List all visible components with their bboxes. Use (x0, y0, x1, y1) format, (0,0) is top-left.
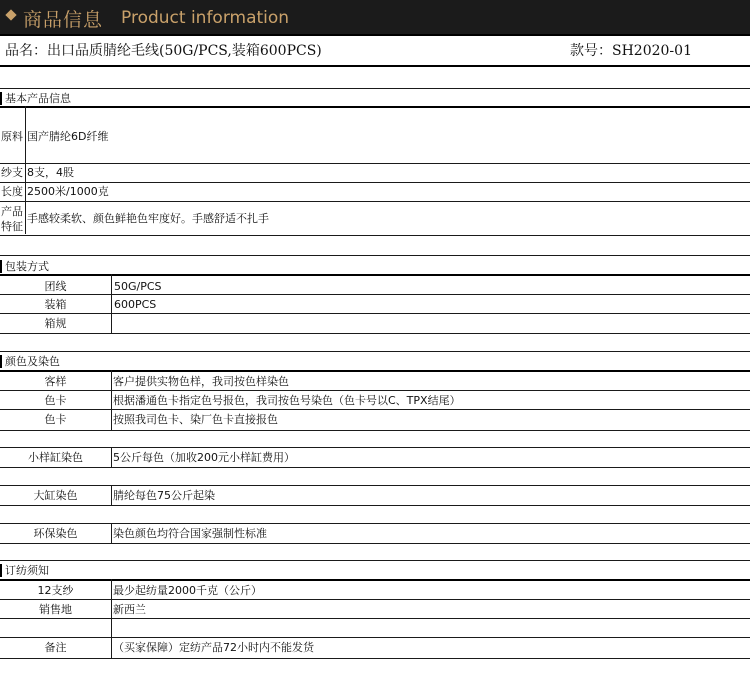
divider (0, 560, 750, 561)
row-label-customer-sample: 客样 (44, 375, 67, 388)
divider (0, 163, 750, 164)
row-value-eco-dyeing: 染色颜色均符合国家强制性标准 (113, 527, 267, 540)
row-value-yarn: 8支，4股 (27, 166, 74, 179)
row-label-carton: 装箱 (44, 298, 67, 311)
row-value-customer-sample: 客户提供实物色样，我司按色样染色 (113, 375, 289, 388)
row-label-ball: 团线 (44, 280, 67, 293)
row-value-features: 手感较柔软、颜色鲜艳色牢度好。手感舒适不扎手 (27, 212, 269, 225)
row-label-large-batch: 大缸染色 (33, 489, 78, 502)
section-basic-info: 基本产品信息 (0, 92, 71, 105)
column-divider (111, 370, 112, 430)
divider (0, 409, 750, 410)
divider (0, 505, 750, 506)
row-label-color-card-pantone: 色卡 (44, 394, 67, 407)
row-value-material: 国产腈纶6D纤维 (27, 130, 109, 143)
divider (0, 543, 750, 544)
row-label-eco-dyeing: 环保染色 (33, 527, 78, 540)
divider (0, 106, 750, 108)
divider (0, 599, 750, 600)
row-value-large-batch: 腈纶每色75公斤起染 (113, 489, 215, 502)
header-banner (0, 0, 750, 36)
divider (0, 618, 750, 619)
column-divider (111, 523, 112, 543)
row-label-carton-spec: 箱规 (44, 317, 67, 330)
header-title-cn: 商品信息 (23, 9, 104, 31)
column-divider (111, 447, 112, 467)
section-dyeing: 颜色及染色 (0, 355, 60, 368)
divider (0, 637, 750, 638)
column-divider (111, 485, 112, 505)
header-title-en: Product information (121, 8, 290, 28)
column-divider (25, 106, 26, 234)
section-ordering: 订纺须知 (0, 564, 49, 577)
row-value-remarks: （买家保障）定纺产品72小时内不能发货 (113, 641, 314, 654)
divider (0, 88, 750, 89)
divider (0, 390, 750, 391)
row-label-color-card-own: 色卡 (44, 413, 67, 426)
divider (0, 201, 750, 202)
row-value-color-card-own: 按照我司色卡、染厂色卡直接报色 (113, 413, 278, 426)
divider (0, 65, 750, 67)
divider (0, 579, 750, 581)
row-label-12s-yarn: 12支纱 (37, 584, 74, 597)
diamond-icon (5, 9, 16, 20)
divider (0, 182, 750, 183)
row-value-ball: 50G/PCS (114, 280, 162, 293)
divider (0, 351, 750, 352)
divider (0, 333, 750, 334)
product-name: 品名：出口品质腈纶毛线(50G/PCS,装箱600PCS) (5, 43, 322, 59)
row-value-small-batch: 5公斤每色（加收200元小样缸费用） (113, 451, 295, 464)
row-label-remarks: 备注 (44, 641, 67, 654)
row-label-market: 销售地 (39, 603, 72, 616)
divider (0, 485, 750, 486)
divider (0, 447, 750, 448)
row-value-market: 新西兰 (113, 603, 146, 616)
divider (0, 467, 750, 468)
row-value-color-card-pantone: 根据潘通色卡指定色号报色，我司按色号染色（色卡号以C、TPX结尾） (113, 394, 461, 407)
row-label-features: 产品特征 (1, 205, 23, 233)
divider (0, 313, 750, 314)
column-divider (111, 274, 112, 333)
divider (0, 274, 750, 276)
divider (0, 255, 750, 256)
row-label-material: 原料 (1, 130, 23, 143)
row-value-length: 2500米/1000克 (27, 185, 109, 198)
row-label-small-batch: 小样缸染色 (28, 451, 83, 464)
divider (0, 370, 750, 372)
divider (0, 430, 750, 431)
row-label-length: 长度 (1, 185, 23, 198)
divider (0, 523, 750, 524)
section-packaging: 包装方式 (0, 260, 49, 273)
row-value-carton: 600PCS (114, 298, 157, 311)
row-label-yarn: 纱支 (1, 166, 23, 179)
divider (0, 294, 750, 295)
divider (0, 658, 750, 659)
row-value-12s-yarn: 最少起纺量2000千克（公斤） (113, 584, 262, 597)
product-code: 款号：SH2020-01 (570, 43, 692, 59)
divider (0, 235, 750, 236)
